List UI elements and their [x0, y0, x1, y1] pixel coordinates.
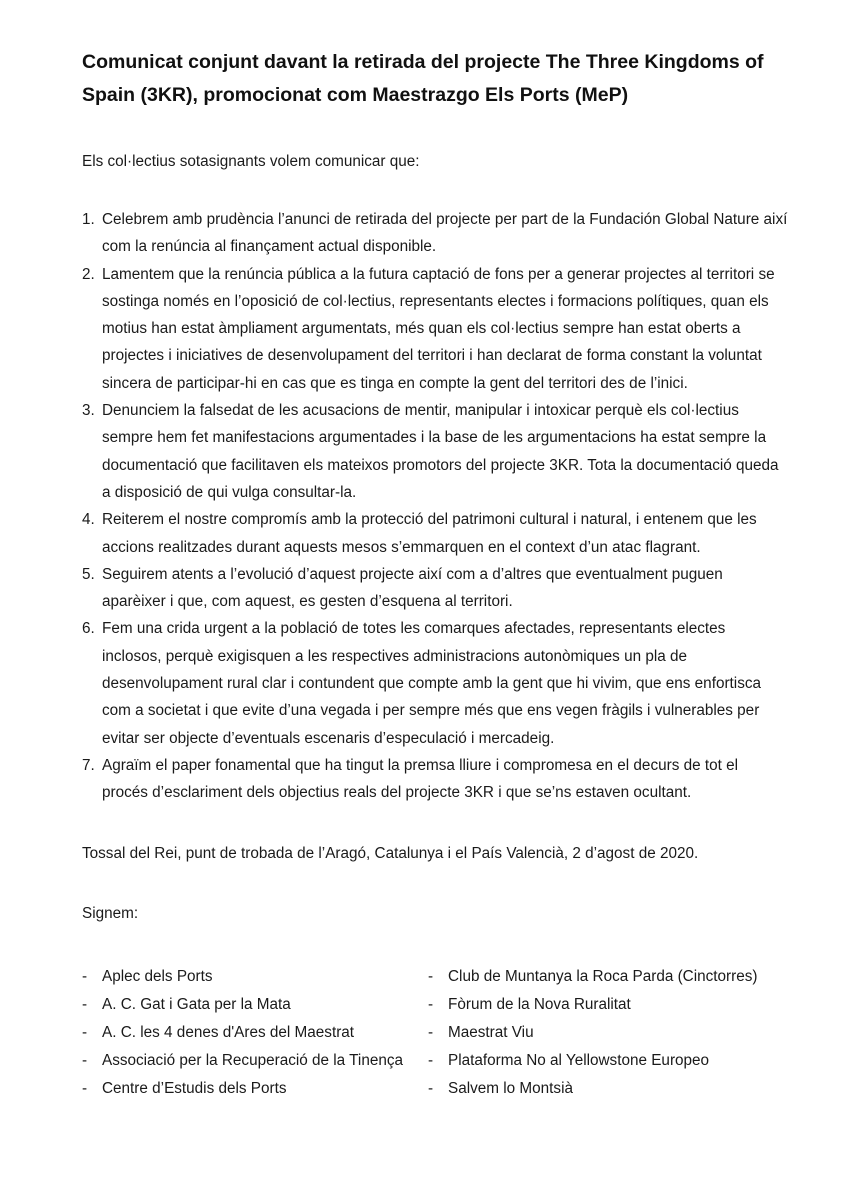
- statement-text: Seguirem atents a l’evolució d’aquest projecte així com a d’altres que eventualment puguen aparèixer i que, com aquest, es gesten d’esquena al territori.: [102, 565, 723, 611]
- statement-list: [82, 206, 788, 807]
- signatory-item: [428, 1047, 757, 1075]
- statement-text: Agraïm el paper fonamental que ha tingut la premsa lliure i compromesa en el decurs de tot el procés d’esclariment dels objectius reals del projecte 3KR i que se’ns estaven ocultant.: [102, 756, 739, 802]
- signatories-column-left: [82, 963, 428, 1103]
- list-dash: -: [428, 1051, 434, 1069]
- list-dash: -: [428, 967, 434, 985]
- place-date-line: Tossal del Rei, punt de trobada de l’Aragó, Catalunya i el País Valencià, 2 d’agost de 2020.: [82, 844, 699, 862]
- signatory-name: Maestrat Viu: [448, 1023, 534, 1041]
- statement-text: Denunciem la falsedat de les acusacions de mentir, manipular i intoxicar perquè els col·lectius sempre hem fet manifestacions argumentades i la base de les argumentacions ha estat sempre la documentació que facilitaven els mateixos promotors del projecte 3KR. Tota la documentació queda a disposició de qui vulga consultar-la.: [102, 402, 779, 501]
- statement-item: [82, 261, 788, 397]
- signatory-item: [82, 1019, 428, 1047]
- statement-number: 7.: [82, 756, 95, 774]
- statement-item: [82, 615, 788, 751]
- signatory-name: Aplec dels Ports: [102, 967, 213, 985]
- statement-number: 6.: [82, 620, 95, 638]
- signatory-item: [428, 991, 757, 1019]
- statement-text: Reiterem el nostre compromís amb la protecció del patrimoni cultural i natural, i entenem que les accions realitzades durant aquests mesos s’emmarquen en el context d’un atac flagrant.: [102, 511, 757, 556]
- signatory-item: [82, 963, 428, 991]
- signatories-heading: Signem:: [82, 904, 139, 922]
- signatory-name: Associació per la Recuperació de la Tinença: [102, 1051, 404, 1069]
- statement-number: 4.: [82, 511, 95, 529]
- signatory-name: A. C. Gat i Gata per la Mata: [102, 995, 291, 1013]
- statement-text: Celebrem amb prudència l’anunci de retirada del projecte per part de la Fundación Global Nature així com la renúncia al finançament actual disponible.: [102, 211, 788, 256]
- signatory-item: [82, 991, 428, 1019]
- signatory-name: A. C. les 4 denes d'Ares del Maestrat: [102, 1023, 355, 1041]
- signatory-name: Plataforma No al Yellowstone Europeo: [448, 1051, 710, 1069]
- signatories-list: [82, 963, 788, 1103]
- signatory-name: Club de Muntanya la Roca Parda (Cinctorres): [448, 967, 758, 985]
- statement-number: 2.: [82, 265, 95, 283]
- list-dash: -: [82, 1051, 88, 1069]
- signatories-column-right: [428, 963, 757, 1103]
- list-dash: -: [82, 1079, 88, 1097]
- signatory-item: [428, 1019, 757, 1047]
- statement-item: [82, 397, 788, 506]
- intro-paragraph: Els col·lectius sotasignants volem comunicar que:: [82, 153, 420, 170]
- list-dash: -: [428, 1079, 434, 1097]
- signatory-item: [428, 1075, 757, 1103]
- document-title: Comunicat conjunt davant la retirada del projecte The Three Kingdoms of Spain (3KR), promocionat com Maestrazgo Els Ports (MeP): [82, 51, 764, 106]
- list-dash: -: [428, 1023, 434, 1041]
- list-dash: -: [82, 967, 88, 985]
- signatory-item: [82, 1047, 428, 1075]
- signatory-name: Fòrum de la Nova Ruralitat: [448, 995, 631, 1013]
- list-dash: -: [428, 995, 434, 1013]
- statement-text: Lamentem que la renúncia pública a la futura captació de fons per a generar projectes al territori se sostinga només en l’oposició de col·lectius, representants electes i formacions polítiques, quan els motius han estat àmpliament argumentats, més quan els col·lectius sempre han estat oberts a projectes i iniciatives de desenvolupament del territori i han declarat de forma constant la voluntat sincera de participar-hi en cas que es tinga en compte la gent del territori des de l’inici.: [102, 265, 775, 392]
- statement-item: [82, 752, 788, 807]
- signatory-item: [428, 963, 757, 991]
- statement-item: [82, 561, 788, 616]
- list-dash: -: [82, 995, 88, 1013]
- statement-item: [82, 206, 788, 261]
- signatory-item: [82, 1075, 428, 1103]
- statement-number: 1.: [82, 211, 95, 228]
- signatory-name: Salvem lo Montsià: [448, 1079, 573, 1097]
- signatory-name: Centre d’Estudis dels Ports: [102, 1079, 287, 1097]
- statement-number: 5.: [82, 565, 95, 583]
- statement-text: Fem una crida urgent a la població de totes les comarques afectades, representants electes inclosos, perquè exigisquen a les respectives administracions autonòmiques un pla de desenvolupament rural clar i contundent que compte amb la gent que hi vivim, que ens enfortisca com a societat i que evite d’una vegada i per sempre més que ens vegen fràgils i vulnerables per evitar ser objecte d’eventuals escenaris d’especulació i mercadeig.: [102, 620, 761, 747]
- statement-number: 3.: [82, 402, 95, 420]
- statement-item: [82, 506, 788, 561]
- list-dash: -: [82, 1023, 88, 1041]
